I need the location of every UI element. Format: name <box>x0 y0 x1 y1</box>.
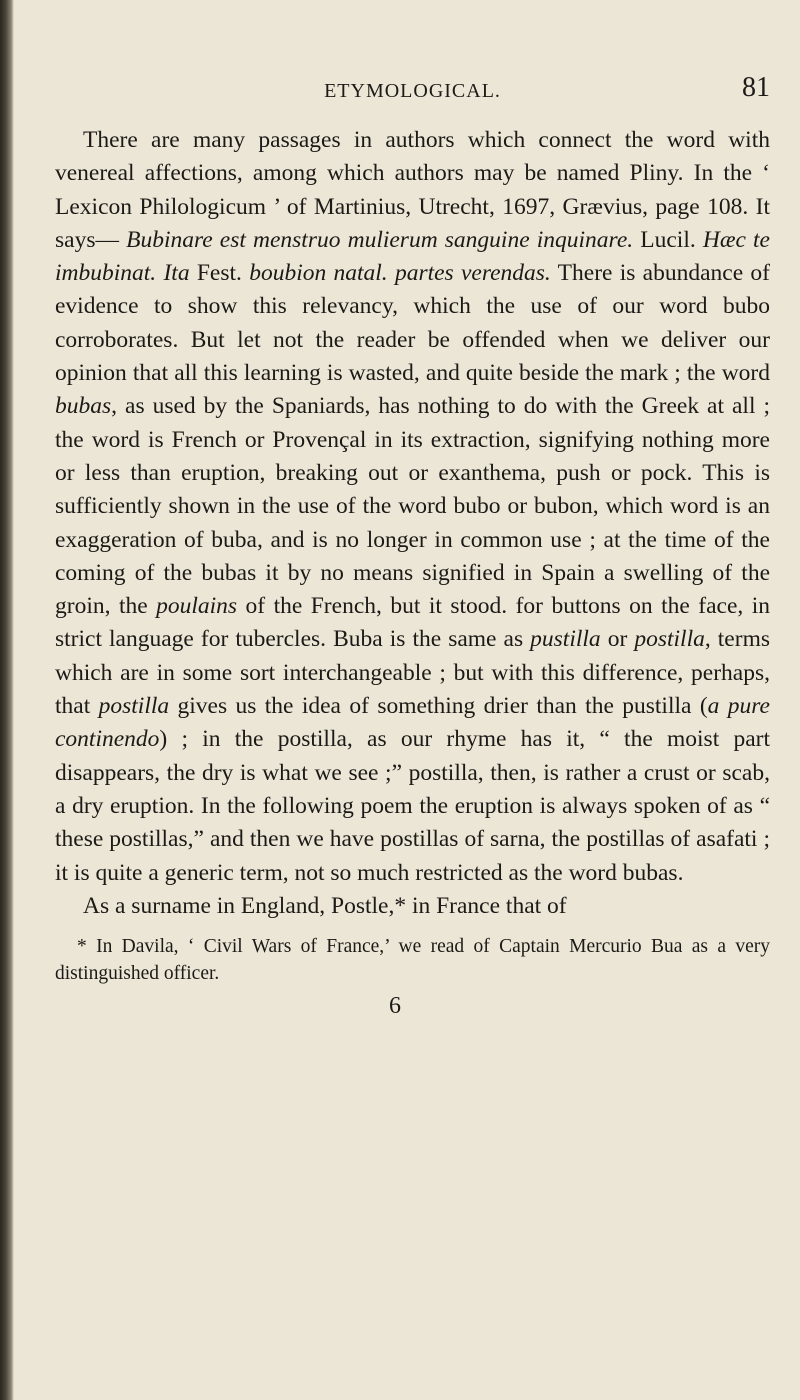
italic-term: a pure continendo <box>55 693 770 753</box>
body-text <box>55 124 770 923</box>
running-head: ETYMOLOGICAL. <box>324 80 501 102</box>
latin-quote: Hæc te imbubinat. Ita <box>55 226 770 287</box>
latin-quote: Bubinare est menstruo mulierum sanguine inquinare. <box>126 226 634 253</box>
italic-term: postilla <box>98 693 170 720</box>
latin-quote: boubion natal. partes verendas. <box>249 260 551 287</box>
paragraph-2: As a surname in England, Postle,* in France that of <box>83 892 567 919</box>
signature-mark: 6 <box>389 993 401 1020</box>
book-spine-shadow <box>0 0 14 1400</box>
text-run: There is abundance of evidence to show this relevancy, which the use of our word bubo corroborates. But let not the reader be offended when we deliver our opinion that all this learning is wasted, and quite beside the mark ; the word <box>55 260 771 387</box>
text-run: ) ; in the postilla, as our rhyme has it, “ the moist part disappears, the dry is what we see ;” postilla, then, is rather a crust or scab, a dry eruption. In the following poem the eruption is always spoken of as “ these postillas,” and then we have postillas of sarna, the postillas of asafati ; it is quite a generic term, not so much restricted as the word bubas. <box>55 726 770 886</box>
text-run: or <box>600 626 635 653</box>
paragraph-1 <box>55 124 770 890</box>
text-run: of the French, but it stood. for buttons on the face, in strict language for tubercles. Buba is the same as <box>55 593 770 653</box>
italic-term: postilla <box>634 626 705 653</box>
footnote: * In Davila, ‘ Civil Wars of France,’ we read of Captain Mercurio Bua as a very distinguished officer. <box>55 936 770 985</box>
text-run: , terms which are in some sort interchangeable ; but with this difference, perhaps, that <box>55 626 770 720</box>
text-run: Lucil. <box>633 226 703 253</box>
italic-term: bubas <box>55 393 112 420</box>
page-number: 81 <box>742 72 770 103</box>
text-run: gives us the idea of something drier than the pustilla ( <box>169 693 708 720</box>
text-run: There are many passages in authors which connect the word with venereal affections, among which authors may be named Pliny. In the ‘ Lexicon Philologicum ’ of Martinius, Utrecht, 1697, Grævius, page 108. It says— <box>55 127 770 253</box>
book-page <box>55 40 770 1380</box>
text-run: Fest. <box>189 260 250 287</box>
italic-term: pustilla <box>530 626 601 653</box>
text-run: , as used by the Spaniards, has nothing to do with the Greek at all ; the word is French or Provençal in its extraction, signifying nothing more or less than eruption, breaking out or exanthema, push or pock. This is sufficiently shown in the use of the word bubo or bubon, which word is an exaggeration of buba, and is no longer in common use ; at the time of the coming of the bubas it by no means signified in Spain a swelling of the groin, the <box>55 393 770 620</box>
italic-term: poulains <box>156 593 238 620</box>
page-header <box>55 40 770 110</box>
